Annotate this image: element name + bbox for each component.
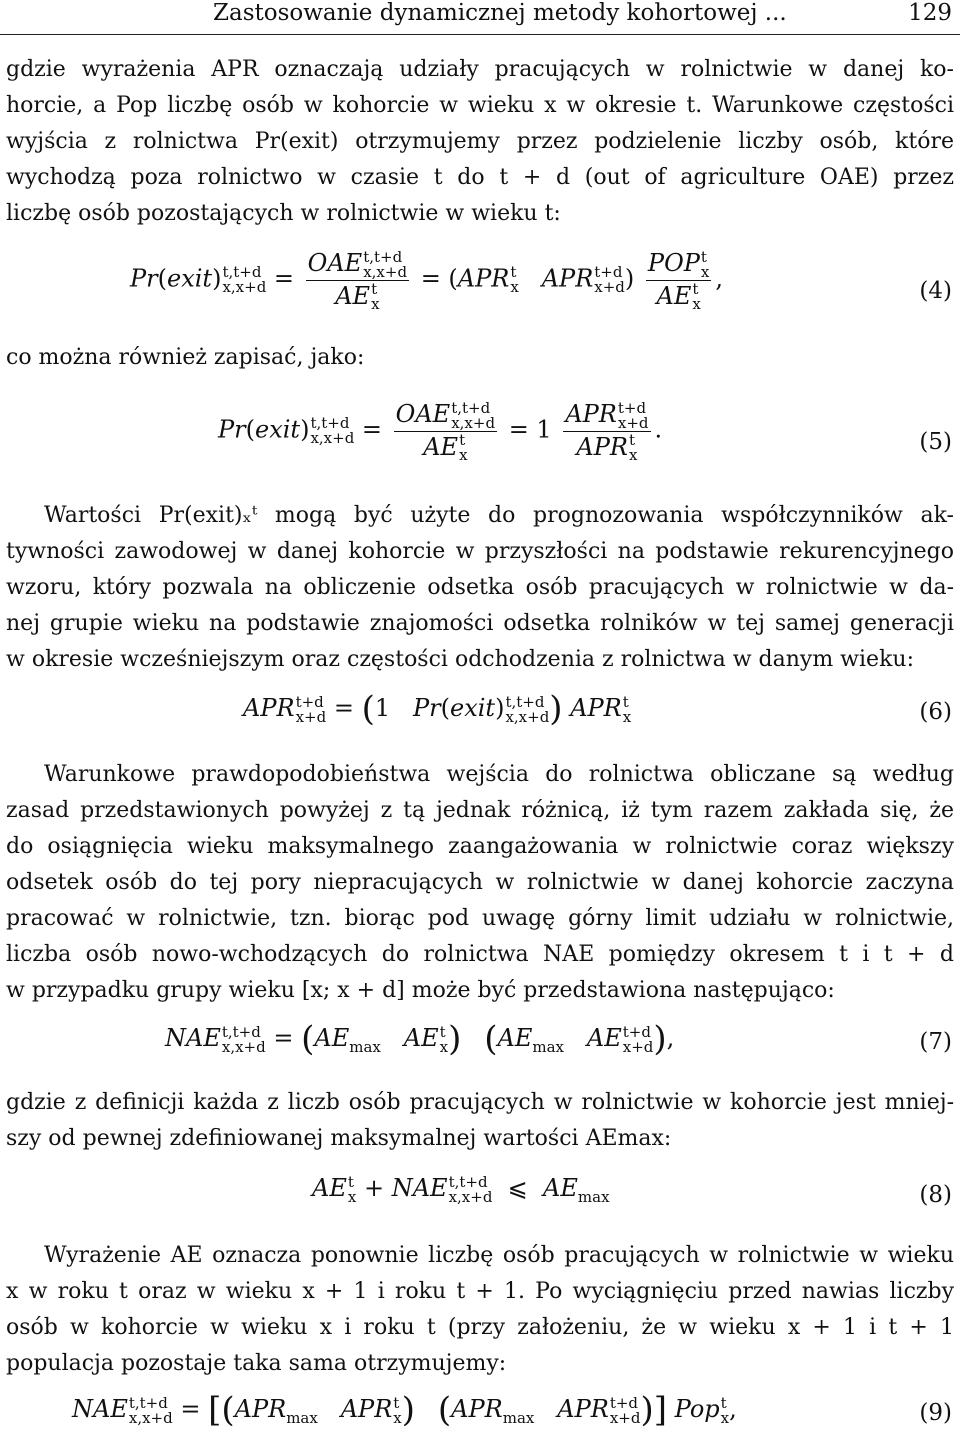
paragraph-6 bbox=[6, 1238, 954, 1382]
text-line: w przypadku grupy wieku [x; x + d] może być przedstawiona następująco: bbox=[6, 978, 835, 1003]
equation-5 bbox=[0, 395, 960, 495]
equation-4 bbox=[0, 240, 960, 340]
text-line: gdzie z definicji każda z liczb osób pracujących w rolnictwie w kohorcie jest mniej- bbox=[6, 1090, 954, 1115]
text-line: co można również zapisać, jako: bbox=[6, 345, 365, 370]
equation-9 bbox=[0, 1388, 960, 1442]
paragraph-5 bbox=[6, 1085, 954, 1157]
equation-8 bbox=[0, 1170, 960, 1225]
text-line: w okresie wcześniejszym oraz częstości odchodzenia z rolnictwa w danym wieku: bbox=[6, 647, 914, 672]
header-rule bbox=[0, 34, 960, 35]
equation-8-body: AE t x + NAE t,t+d x,x+d ⩽ $AE_{max}$ bbox=[312, 1172, 610, 1206]
equation-7-body: NAE t,t+d x,x+d = ($AE_{max}$ AE t x ) ($AE_{max}$ AE t+d x+d ), bbox=[165, 1019, 675, 1059]
header-title: Zastosowanie dynamicznej metody kohortowej ... bbox=[213, 0, 787, 26]
equation-4-body: Pr(exit) t,t+d x,x+d = OAE t,t+d x,x+d AE t x = (APR t x APR t+d x+d ) POP t x AE t x , bbox=[130, 247, 724, 313]
paragraph-4 bbox=[6, 757, 954, 1009]
text-line: liczba osób nowo-wchodzących do rolnictwa NAE pomiędzy okresem t i t + d bbox=[6, 942, 954, 967]
text-line: Wartości Pr(exit)ₓᵗ mogą być użyte do prognozowania współczynników ak- bbox=[44, 503, 954, 528]
equation-7 bbox=[0, 1015, 960, 1075]
equation-5-body: Pr(exit) t,t+d x,x+d = OAE t,t+d x,x+d AE t x = 1 APR t+d x+d APR t x . bbox=[218, 398, 663, 464]
equation-9-body: NAE t,t+d x,x+d = [($APR_{max}$ APR t x ) ($APR_{max}$ APR t+d x+d )] Pop t x , bbox=[72, 1390, 737, 1430]
text-line: osób w kohorcie w wieku x i roku t (przy założeniu, że w wieku x + 1 i t + 1 bbox=[6, 1315, 954, 1340]
equation-6 bbox=[0, 685, 960, 745]
text-line: tywności zawodowej w danej kohorcie w przyszłości na podstawie rekurencyjnego bbox=[6, 539, 954, 564]
text-line: gdzie wyrażenia APR oznaczają udziały pracujących w rolnictwie w danej ko- bbox=[6, 57, 954, 82]
text-line: Warunkowe prawdopodobieństwa wejścia do rolnictwa obliczane są według bbox=[44, 762, 954, 787]
equation-number: (4) bbox=[919, 278, 952, 304]
text-line: pracować w rolnictwie, tzn. biorąc pod uwagę górny limit udziału w rolnictwie, bbox=[6, 906, 954, 931]
text-line: do osiągnięcia wieku maksymalnego zaangażowania w rolnictwie coraz większy bbox=[6, 834, 954, 859]
text-line: liczbę osób pozostających w rolnictwie w wieku t: bbox=[6, 201, 561, 226]
running-header bbox=[0, 0, 960, 32]
text-line: zasad przedstawionych powyżej z tą jednak różnicą, iż tym razem zakłada się, że bbox=[6, 798, 954, 823]
page-number: 129 bbox=[908, 0, 952, 26]
text-line: Wyrażenie AE oznacza ponownie liczbę osób pracujących w rolnictwie w wieku bbox=[44, 1243, 954, 1268]
text-line: horcie, a Pop liczbę osób w kohorcie w wieku x w okresie t. Warunkowe częstości bbox=[6, 93, 954, 118]
equation-6-body: APR t+d x+d = (1 Pr(exit) t,t+d x,x+d ) APR t x bbox=[243, 689, 632, 729]
paragraph-3 bbox=[6, 498, 954, 678]
equation-number: (6) bbox=[919, 699, 952, 725]
paragraph-1 bbox=[6, 52, 954, 232]
text-line: wychodzą poza rolnictwo w czasie t do t + d (out of agriculture OAE) przez bbox=[6, 165, 954, 190]
equation-number: (7) bbox=[919, 1029, 952, 1055]
equation-number: (9) bbox=[919, 1400, 952, 1426]
text-line: szy od pewnej zdefiniowanej maksymalnej wartości AEmax: bbox=[6, 1126, 672, 1151]
text-line: wzoru, który pozwala na obliczenie odsetka osób pracujących w rolnictwie w da- bbox=[6, 575, 954, 600]
text-line: odsetek osób do tej pory niepracujących w rolnictwie w danej kohorcie zaczyna bbox=[6, 870, 954, 895]
text-line: x w roku t oraz w wieku x + 1 i roku t + 1. Po wyciągnięciu przed nawias liczby bbox=[6, 1279, 954, 1304]
text-line: wyjścia z rolnictwa Pr(exit) otrzymujemy przez podzielenie liczby osób, które bbox=[6, 129, 954, 154]
equation-number: (8) bbox=[919, 1182, 952, 1208]
paragraph-2 bbox=[6, 340, 954, 376]
text-line: populacja pozostaje taka sama otrzymujemy: bbox=[6, 1351, 507, 1376]
text-line: nej grupie wieku na podstawie znajomości odsetka rolników w tej samej generacji bbox=[6, 611, 954, 636]
equation-number: (5) bbox=[919, 429, 952, 455]
